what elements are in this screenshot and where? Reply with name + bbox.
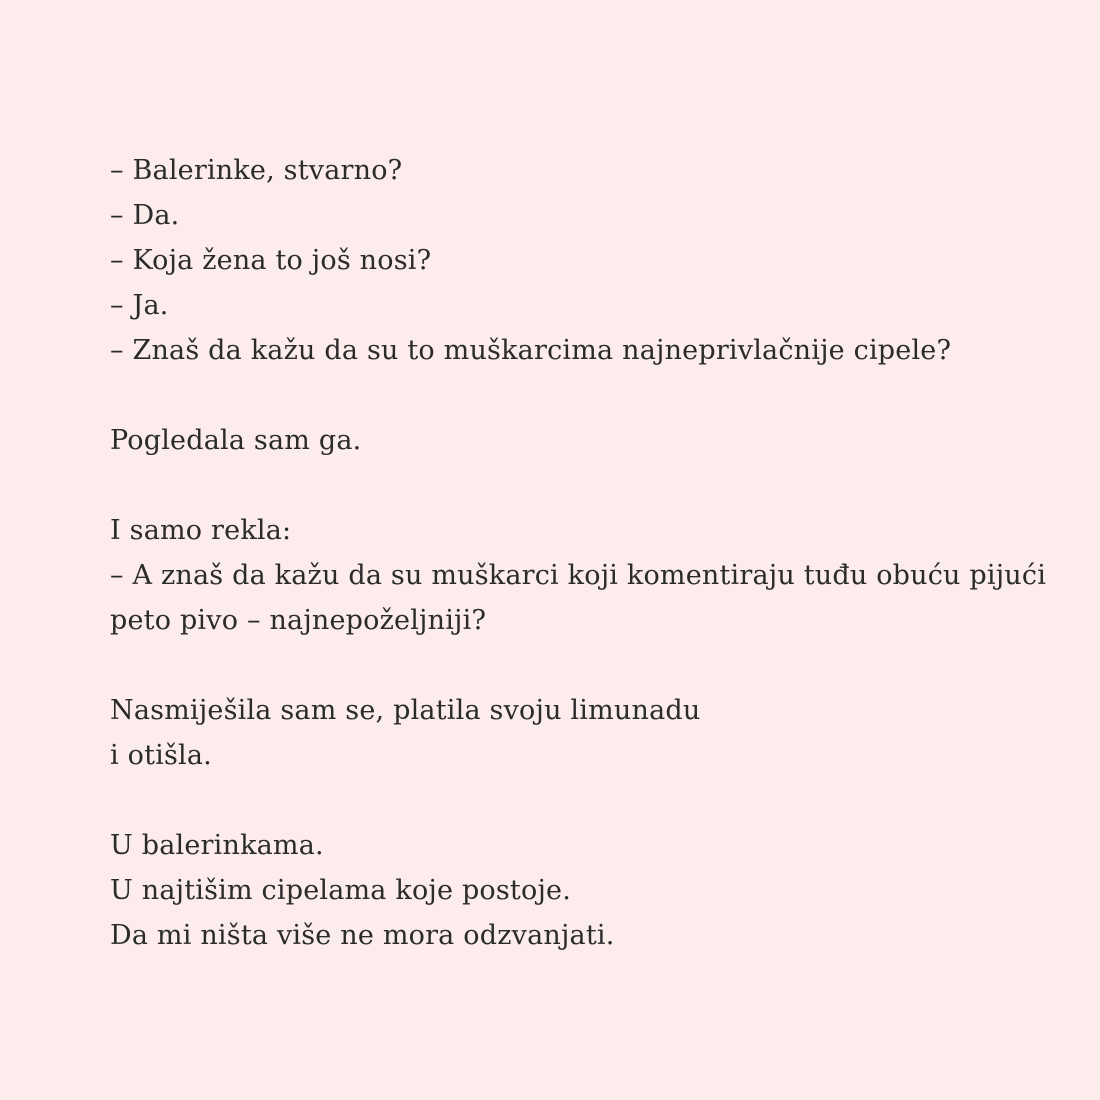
- paragraph-gap: [110, 463, 1010, 508]
- narration-line: Pogledala sam ga.: [110, 425, 362, 456]
- ending-section: [110, 823, 1010, 958]
- reply-section: [110, 508, 1047, 643]
- paragraph-gap: [110, 778, 1010, 823]
- look-section: [110, 418, 1010, 463]
- narration-line: i otišla.: [110, 740, 212, 771]
- narration-line: I samo rekla:: [110, 515, 292, 546]
- narration-line: Da mi ništa više ne mora odzvanjati.: [110, 920, 615, 951]
- dialogue-line: – Balerinke, stvarno?: [110, 155, 403, 186]
- dialogue-section: [110, 148, 1010, 373]
- dialogue-line: – Koja žena to još nosi?: [110, 245, 432, 276]
- narration-line: U najtišim cipelama koje postoje.: [110, 875, 571, 906]
- dialogue-line: – Znaš da kažu da su to muškarcima najneprivlačnije cipele?: [110, 335, 952, 366]
- dialogue-line: – Ja.: [110, 290, 169, 321]
- leave-section: [110, 688, 1010, 778]
- dialogue-line: – Da.: [110, 200, 180, 231]
- paragraph-gap: [110, 373, 1010, 418]
- narration-line: U balerinkama.: [110, 830, 324, 861]
- dialogue-line: peto pivo – najnepoželjniji?: [110, 605, 487, 636]
- paragraph-gap: [110, 643, 1010, 688]
- dialogue-line: – A znaš da kažu da su muškarci koji komentiraju tuđu obuću pijući: [110, 560, 1047, 591]
- story-text: [110, 148, 1047, 958]
- narration-line: Nasmiješila sam se, platila svoju limunadu: [110, 695, 701, 726]
